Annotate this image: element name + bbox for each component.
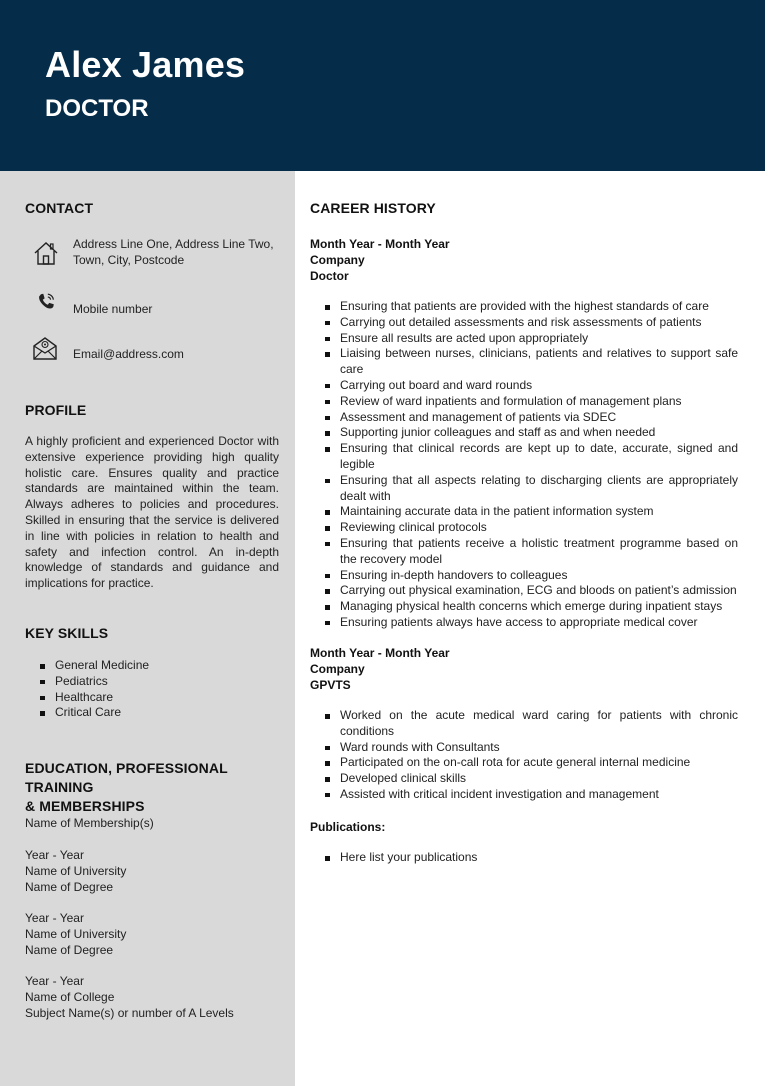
duty-item: Managing physical health concerns which emerge during inpatient stays	[340, 599, 738, 615]
education-years: Year - Year	[25, 911, 84, 925]
duty-item: Ensure all results are acted upon appropriately	[340, 331, 738, 347]
education-heading-line-2: & MEMBERSHIPS	[25, 798, 145, 814]
duty-item: Ensuring patients always have access to appropriate medical cover	[340, 615, 738, 631]
career-history-heading: CAREER HISTORY	[310, 200, 436, 216]
duty-item: Ensuring in-depth handovers to colleagues	[340, 568, 738, 584]
profile-heading: PROFILE	[25, 402, 87, 418]
education-qualification: Name of Degree	[25, 879, 114, 894]
duty-item: Assessment and management of patients via SDEC	[340, 410, 738, 426]
address-line-2: Town, City, Postcode	[73, 253, 185, 267]
education-years: Year - Year	[25, 848, 84, 862]
education-entry	[25, 974, 234, 1021]
job-dates: Month Year - Month Year	[310, 237, 450, 251]
duty-item: Maintaining accurate data in the patient information system	[340, 504, 738, 520]
job-company: Company	[310, 662, 365, 676]
contact-heading: CONTACT	[25, 200, 94, 216]
education-years: Year - Year	[25, 974, 84, 988]
skill-item: General Medicine	[55, 658, 150, 672]
job-dates: Month Year - Month Year	[310, 646, 450, 660]
duty-item: Supporting junior colleagues and staff as and when needed	[340, 425, 738, 441]
duty-item: Participated on the on-call rota for acute general internal medicine	[340, 755, 738, 771]
duty-item: Carrying out physical examination, ECG and bloods on patient’s admission	[340, 583, 737, 598]
duty-item: Liaising between nurses, clinicians, patients and relatives to support safe care	[340, 346, 738, 377]
education-qualification: Name of Degree	[25, 942, 114, 957]
duty-item: Reviewing clinical protocols	[340, 520, 738, 536]
job-duties-list	[340, 708, 738, 803]
duty-item: Carrying out detailed assessments and risk assessments of patients	[340, 315, 738, 331]
job-header	[310, 645, 450, 693]
duty-item: Assisted with critical incident investigation and management	[340, 787, 738, 803]
duty-item: Ensuring that patients receive a holistic treatment programme based on the recovery model	[340, 535, 738, 566]
job-header	[310, 236, 450, 284]
home-icon	[33, 240, 59, 266]
education-qualification: Subject Name(s) or number of A Levels	[25, 1005, 234, 1020]
duty-item: Ensuring that all aspects relating to discharging clients are appropriately dealt with	[340, 472, 738, 503]
header-banner	[0, 0, 765, 171]
job-role: Doctor	[310, 269, 349, 283]
education-heading	[25, 759, 285, 816]
duty-item: Developed clinical skills	[340, 771, 738, 787]
duty-item: Review of ward inpatients and formulation of management plans	[340, 394, 738, 410]
skills-list	[55, 658, 149, 721]
publications-list	[340, 850, 738, 866]
membership: Name of Membership(s)	[25, 816, 154, 830]
education-institution: Name of College	[25, 989, 115, 1004]
duty-item: Ensuring that patients are provided with the highest standards of care	[340, 299, 738, 315]
email-icon	[32, 335, 58, 361]
publications-heading: Publications:	[310, 820, 386, 834]
key-skills-heading: KEY SKILLS	[25, 625, 109, 641]
job-company: Company	[310, 253, 365, 267]
publication-item: Here list your publications	[340, 850, 738, 866]
address-line-1: Address Line One, Address Line Two,	[73, 237, 274, 251]
phone-icon	[35, 291, 57, 313]
education-entry	[25, 911, 126, 958]
duty-item: Ensuring that clinical records are kept up to date, accurate, signed and legible	[340, 441, 738, 471]
job-role: GPVTS	[310, 678, 351, 692]
job-duties-list	[340, 299, 738, 631]
profile-text: A highly proficient and experienced Doctor with extensive experience providing high quality holistic care. Ensures quality and practice standards are maintained within the team. Always adheres to policies and procedures. Skilled in ensuring that the service is delivered in line with policies in relation to health and safety and infection control. An in-depth knowledge of standards and guidance and implications for practice.	[25, 434, 279, 591]
duty-item: Carrying out board and ward rounds	[340, 378, 738, 394]
skill-item: Critical Care	[55, 705, 149, 721]
mobile-number: Mobile number	[73, 302, 153, 316]
sidebar	[0, 171, 295, 1086]
education-heading-line-1: EDUCATION, PROFESSIONAL TRAINING	[25, 760, 228, 795]
duty-item: Worked on the acute medical ward caring for patients with chronic conditions	[340, 708, 738, 738]
main-content	[295, 171, 765, 1086]
candidate-name: Alex James	[45, 44, 246, 85]
education-institution: Name of University	[25, 926, 127, 941]
job-title: DOCTOR	[45, 95, 149, 122]
skill-item: Pediatrics	[55, 674, 149, 690]
education-entry	[25, 848, 126, 895]
skill-item: Healthcare	[55, 690, 149, 706]
duty-item: Ward rounds with Consultants	[340, 740, 738, 756]
education-institution: Name of University	[25, 863, 127, 878]
email-address: Email@address.com	[73, 347, 184, 361]
